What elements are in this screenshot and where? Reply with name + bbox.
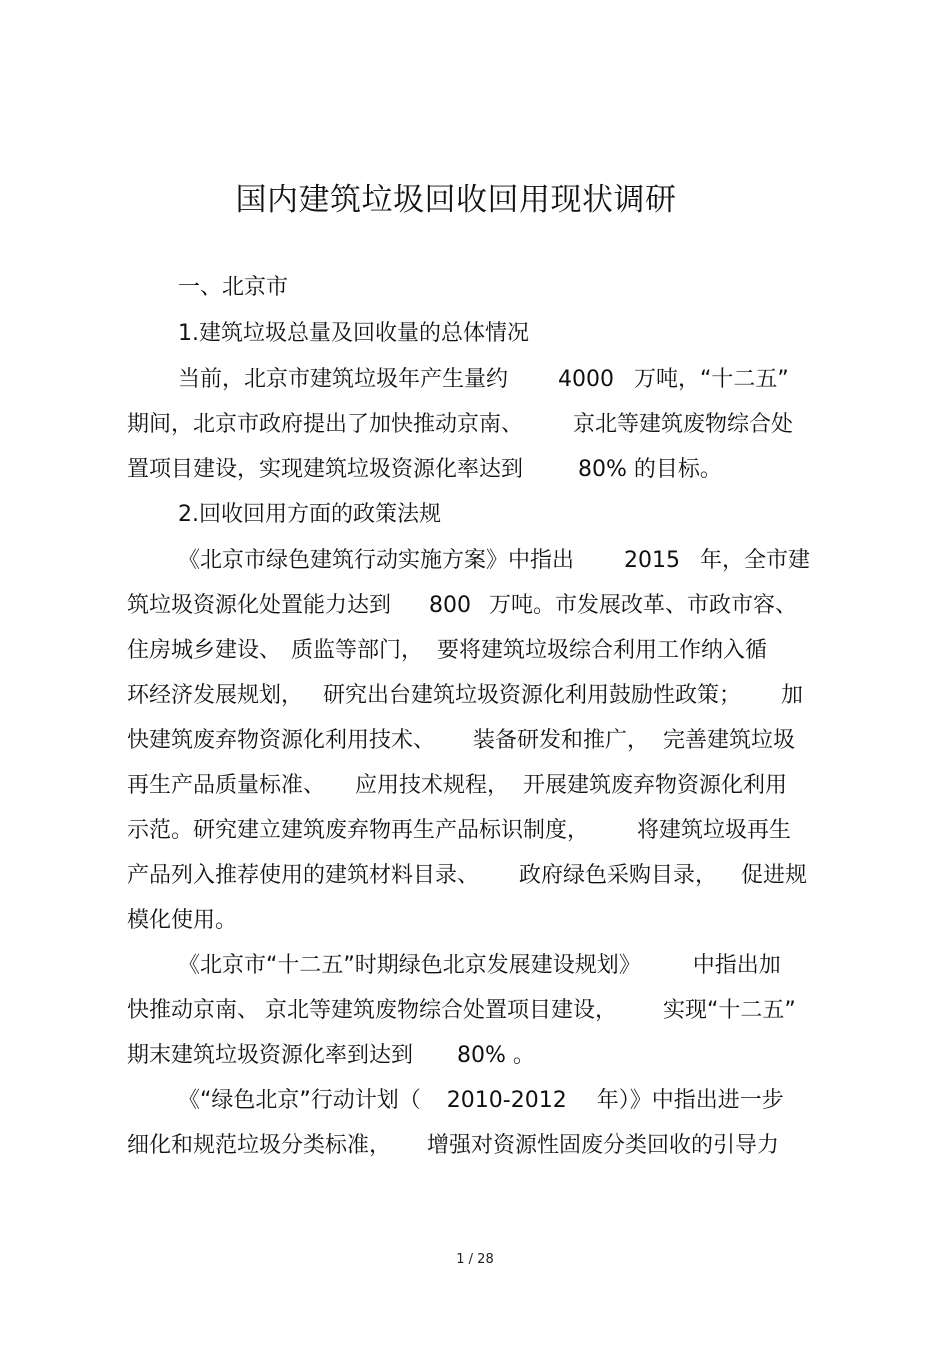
number-value: 2015	[624, 548, 681, 573]
text-segment: 年）》中指出进一步	[596, 1088, 784, 1113]
text-segment: 年，全市建	[700, 548, 811, 573]
text-segment: 研究出台建筑垃圾资源化利用鼓励性政策；	[323, 683, 742, 708]
paragraph-line	[178, 365, 789, 395]
text-segment: 当前，北京市建筑垃圾年产生量约	[178, 367, 509, 392]
text-segment: 快建筑废弃物资源化利用技术、	[127, 728, 436, 753]
text-segment: 《“绿色北京”行动计划（	[178, 1088, 421, 1113]
text-segment: 要将建筑垃圾综合利用工作纳入循	[437, 638, 768, 663]
text-segment: 《北京市“十二五”时期绿色北京发展建设规划》	[178, 953, 641, 978]
text-segment: 完善建筑垃圾	[663, 728, 796, 753]
paragraph-line: 模化使用。	[127, 908, 238, 933]
paragraph-line	[127, 1131, 779, 1161]
text-segment: 京北等建筑废物综合处	[573, 412, 794, 437]
subheading-total-volume: 1.建筑垃圾总量及回收量的总体情况	[178, 321, 529, 346]
paragraph-line	[178, 546, 810, 576]
paragraph-line	[127, 861, 807, 891]
paragraph-line	[127, 410, 793, 440]
text-segment: 再生产品质量标准、	[127, 773, 326, 798]
text-segment: 80% 的目标。	[578, 457, 722, 482]
paragraph-line	[178, 1086, 784, 1116]
subheading-policies: 2.回收回用方面的政策法规	[178, 502, 441, 527]
paragraph-line	[178, 951, 781, 981]
paragraph-line	[127, 771, 787, 801]
text-segment: 京北等建筑废物综合处置项目建设，	[265, 998, 618, 1023]
paragraph-line	[127, 816, 791, 846]
number-value: 4000	[558, 367, 615, 392]
paragraph-line	[127, 591, 797, 621]
page-number: 1 / 28	[456, 1252, 494, 1267]
text-segment: 示范。研究建立建筑废弃物再生产品标识制度，	[127, 818, 590, 843]
text-segment: 增强对资源性固废分类回收的引导力	[427, 1133, 780, 1158]
text-segment: 万吨。市发展改革、市政市容、	[489, 593, 798, 618]
text-segment: 政府绿色采购目录，	[519, 863, 718, 888]
section-heading-beijing: 一、北京市	[178, 275, 289, 300]
text-segment: 住房城乡建设、	[127, 638, 282, 663]
text-segment: 《北京市绿色建筑行动实施方案》中指出	[178, 548, 575, 573]
text-segment: 80% 。	[457, 1043, 535, 1068]
paragraph-line	[127, 681, 803, 711]
text-segment: 环经济发展规划，	[127, 683, 304, 708]
text-segment: 产品列入推荐使用的建筑材料目录、	[127, 863, 480, 888]
paragraph-line	[127, 726, 795, 756]
document-title: 国内建筑垃圾回收回用现状调研	[235, 182, 677, 218]
text-segment: 将建筑垃圾再生	[637, 818, 792, 843]
text-segment: 筑垃圾资源化处置能力达到	[127, 593, 392, 618]
text-segment: 中指出加	[692, 953, 781, 978]
text-segment: 促进规	[741, 863, 808, 888]
text-segment: 万吨，“十二五”	[634, 367, 789, 392]
text-segment: 快推动京南、	[127, 998, 260, 1023]
text-segment: 装备研发和推广，	[473, 728, 650, 753]
text-segment: 开展建筑废弃物资源化利用	[523, 773, 788, 798]
text-segment: 置项目建设，实现建筑垃圾资源化率达到	[127, 457, 524, 482]
text-segment: 实现“十二五”	[663, 998, 796, 1023]
text-segment: 期末建筑垃圾资源化率到达到	[127, 1043, 414, 1068]
number-value: 800	[429, 593, 472, 618]
paragraph-line	[127, 455, 722, 485]
text-segment: 细化和规范垃圾分类标准，	[127, 1133, 392, 1158]
number-value: 2010-2012	[446, 1088, 567, 1113]
text-segment: 期间，北京市政府提出了加快推动京南、	[127, 412, 524, 437]
paragraph-line	[127, 636, 767, 666]
paragraph-line	[127, 996, 796, 1026]
text-segment: 加	[781, 683, 804, 708]
text-segment: 质监等部门，	[291, 638, 424, 663]
text-segment: 应用技术规程，	[355, 773, 510, 798]
paragraph-line	[127, 1041, 535, 1071]
